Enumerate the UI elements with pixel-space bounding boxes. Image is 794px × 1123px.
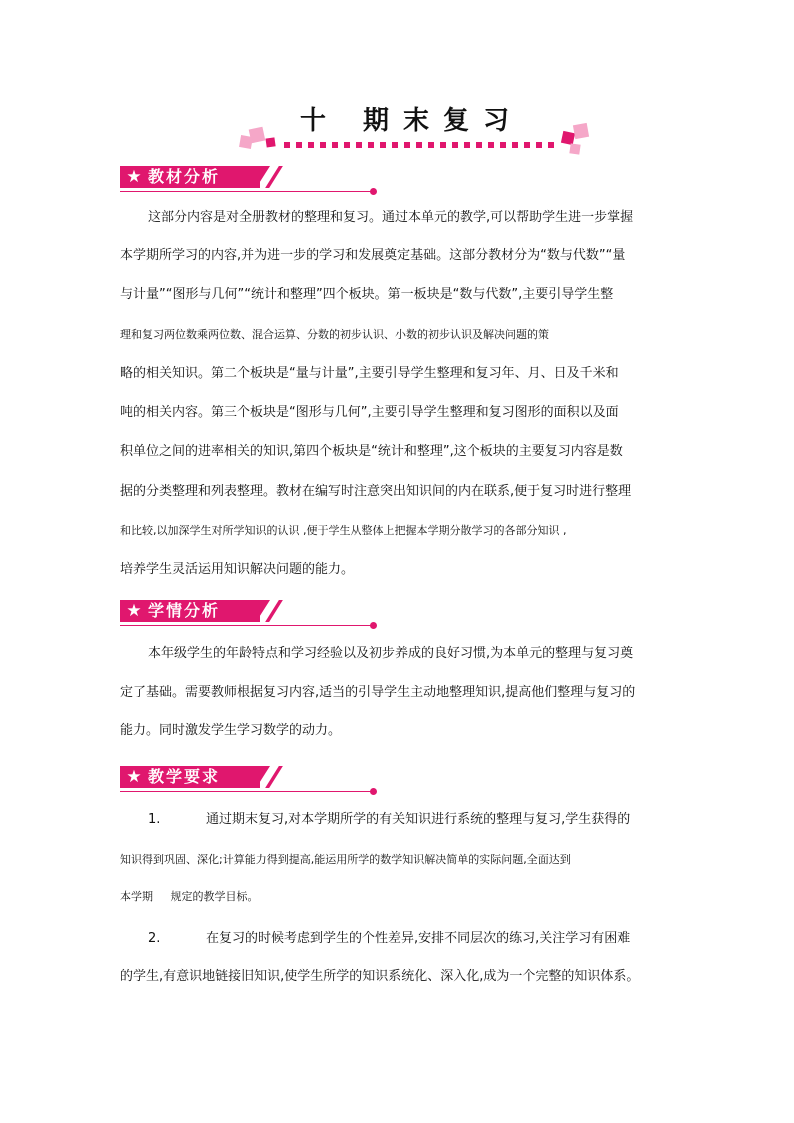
- paragraph-line: 积单位之间的进率相关的知识,第四个板块是“统计和整理”,这个板块的主要复习内容是数: [120, 444, 623, 459]
- paragraph-line: 培养学生灵活运用知识解决问题的能力。: [120, 562, 355, 577]
- paragraph-line: 能力。同时激发学生学习数学的动力。: [120, 723, 342, 738]
- list-item-number: 1.: [148, 812, 161, 827]
- list-item-line: 的学生,有意识地链接旧知识,使学生所学的知识系统化、深入化,成为一个完整的知识体系。: [120, 969, 640, 984]
- paragraph-line: 本年级学生的年龄特点和学习经验以及初步养成的良好习惯,为本单元的整理与复习奠: [148, 646, 634, 661]
- star-icon: ★: [126, 601, 142, 621]
- paragraph-line: 这部分内容是对全册教材的整理和复习。通过本单元的教学,可以帮助学生进一步掌握: [148, 210, 634, 225]
- section-title: 教学要求: [148, 767, 221, 786]
- section-header-teaching-requirements: [120, 766, 380, 792]
- list-item-text: 通过期末复习,对本学期所学的有关知识进行系统的整理与复习,学生获得的: [206, 812, 631, 827]
- chapter-title: 十 期末复习: [300, 106, 524, 136]
- list-item-line: 知识得到巩固、深化;计算能力得到提高,能运用所学的数学知识解决简单的实际问题,全面达到: [120, 853, 571, 866]
- list-item-line: [148, 930, 630, 948]
- list-item-number: 2.: [148, 931, 161, 946]
- list-item-line: 本学期 规定的教学目标。: [120, 890, 259, 903]
- paragraph-line: 略的相关知识。第二个板块是“量与计量”,主要引导学生整理和复习年、月、日及千米和: [120, 366, 619, 381]
- paragraph-line: 理和复习两位数乘两位数、混合运算、分数的初步认识、小数的初步认识及解决问题的策: [120, 328, 549, 341]
- section-header-textbook-analysis: [120, 166, 380, 192]
- star-icon: ★: [126, 767, 142, 787]
- section-title: 教材分析: [148, 167, 221, 186]
- section-title: 学情分析: [148, 601, 221, 620]
- title-decoration: [236, 120, 596, 160]
- list-item-line: [148, 811, 630, 829]
- paragraph-line: 据的分类整理和列表整理。教材在编写时注意突出知识间的内在联系,便于复习时进行整理: [120, 484, 632, 499]
- paragraph-line: 吨的相关内容。第三个板块是“图形与几何”,主要引导学生整理和复习图形的面积以及面: [120, 405, 619, 420]
- paragraph-line: 定了基础。需要教师根据复习内容,适当的引导学生主动地整理知识,提高他们整理与复习的: [120, 685, 636, 700]
- star-icon: ★: [126, 167, 142, 187]
- paragraph-line: 和比较,以加深学生对所学知识的认识 ,便于学生从整体上把握本学期分散学习的各部分知识 ,: [120, 524, 567, 537]
- list-item-text: 在复习的时候考虑到学生的个性差异,安排不同层次的练习,关注学习有困难: [206, 931, 631, 946]
- paragraph-line: 本学期所学习的内容,并为进一步的学习和发展奠定基础。这部分教材分为“数与代数”“量: [120, 248, 626, 263]
- paragraph-line: 与计量”“图形与几何”“统计和整理”四个板块。第一板块是“数与代数”,主要引导学生整: [120, 287, 614, 302]
- section-header-student-analysis: [120, 600, 380, 626]
